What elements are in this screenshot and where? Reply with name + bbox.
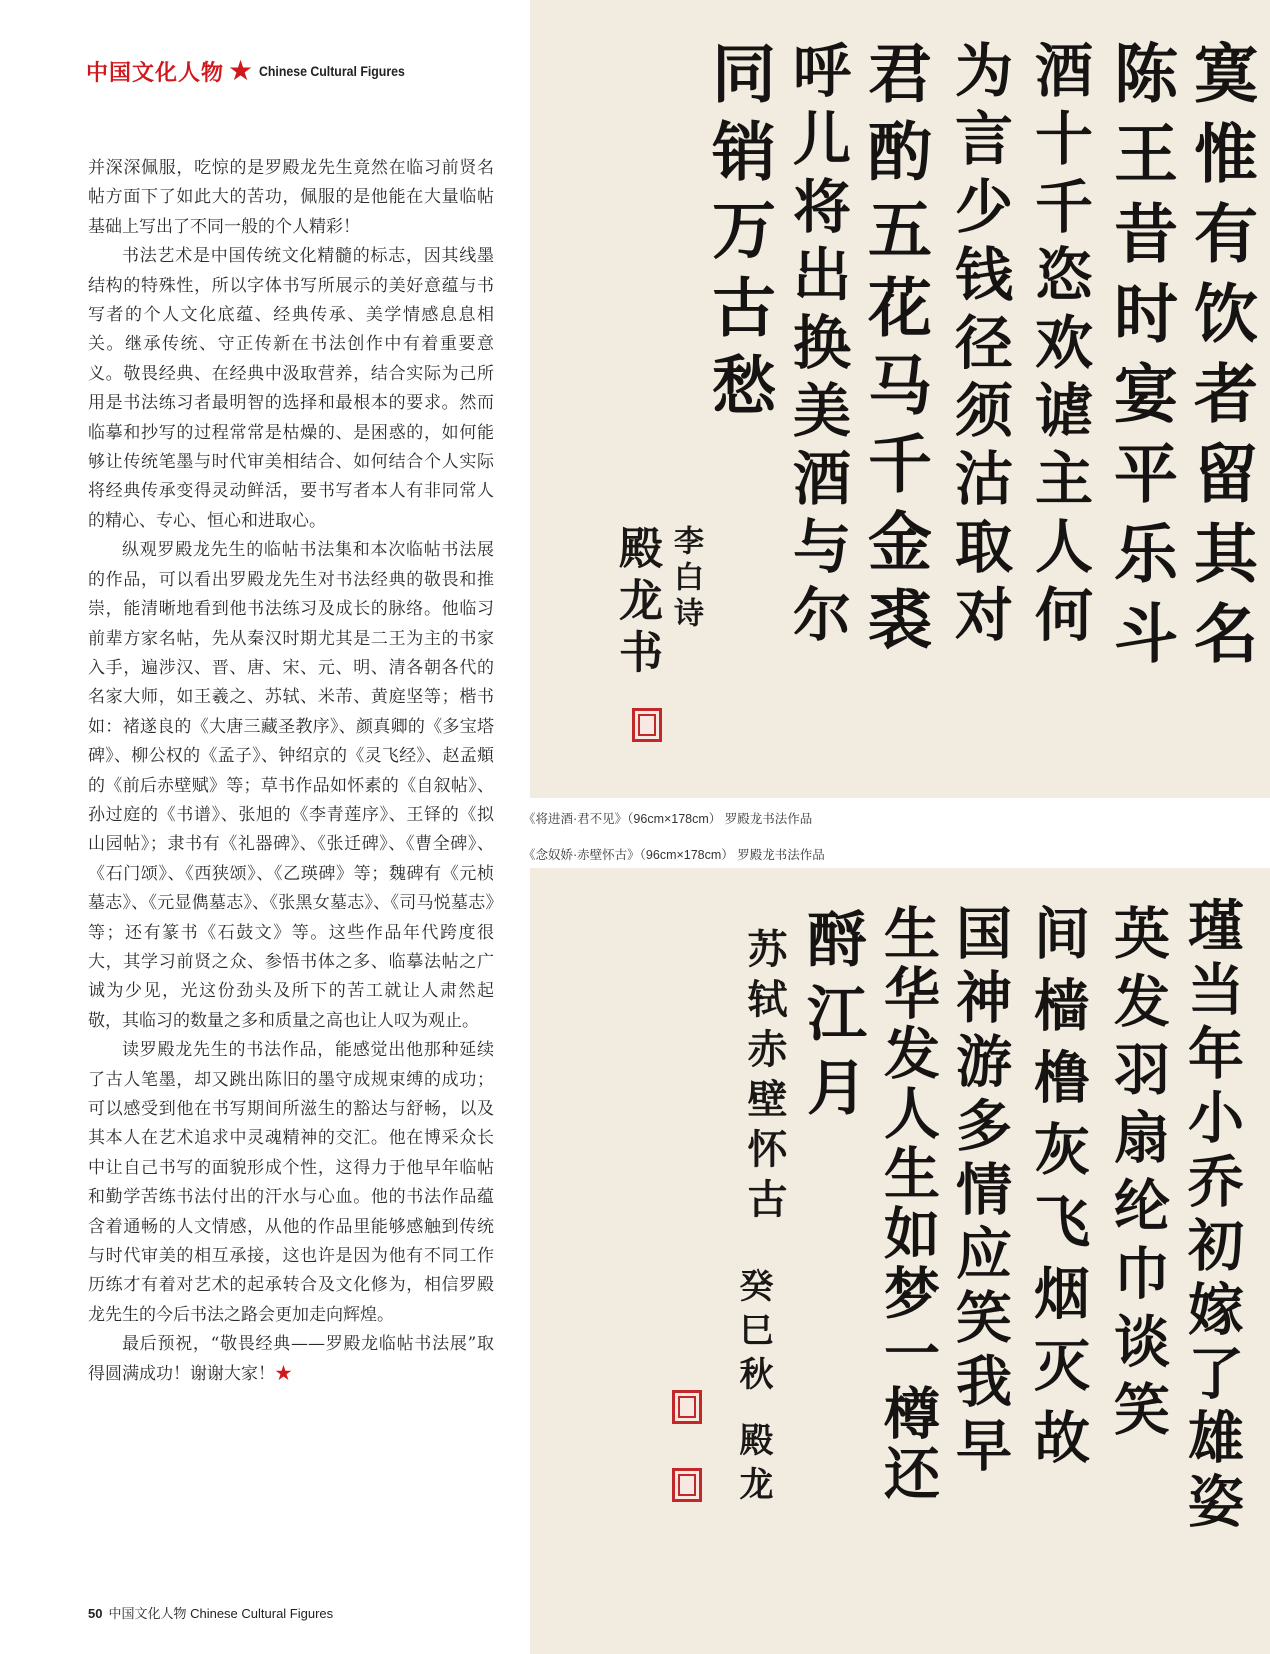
calligraphy-column: 同销万古愁: [701, 40, 776, 430]
article-paragraph: 读罗殿龙先生的书法作品，能感觉出他那种延续了古人笔墨，却又跳出陈旧的墨守成规束缚的成功；可以感受到他在书写期间所滋生的豁达与舒畅，以及其本人在艺术追求中灵魂精神的交汇。他在博采众长中让自己书写的面貌形成个性，这得力于他早年临帖和勤学苦练书法付出的汗水与心血。他的书法作品蕴含着通畅的人文情感，从他的作品里能够感触到传统与时代审美的相互承接，这也许是因为他有不同工作历练才有着对艺术的起承转合及文化修为，相信罗殿龙先生的今后书法之路会更加走向辉煌。: [88, 1040, 494, 1325]
star-icon: ★: [228, 54, 254, 87]
article-body: [88, 154, 494, 1389]
header-title-en: Chinese Cultural Figures: [259, 63, 405, 79]
article-paragraph: 书法艺术是中国传统文化精髓的标志，因其线墨结构的特殊性，所以字体书写所展示的美好意蕴与书写者的个人文化底蕴、经典传承、美学情感息息相关。继承传统、守正传新在书法创作中有着重要意义。敬畏经典、在经典中汲取营养，结合实际为己所用是书法练习者最明智的选择和最根本的要求。然而临摹和抄写的过程常常是枯燥的、是困惑的，如何能够让传统笔墨与时代审美相结合、如何结合个人实际将经典传承变得灵动鲜活，要书写者本人有非同常人的精心、专心、恒心和进取心。: [88, 246, 494, 531]
article-paragraph: [88, 1330, 494, 1389]
article-paragraph: 并深深佩服，吃惊的是罗殿龙先生竟然在临习前贤名帖方面下了如此大的苦功，佩服的是他能在大量临帖基础上写出了不同一般的个人精彩！: [88, 158, 494, 237]
magazine-header: [86, 56, 425, 86]
article-page: [0, 0, 530, 1654]
calligraphy-column: 酒十千恣欢谑主人何: [1025, 40, 1093, 652]
calligraphy-column: 生华发人生如梦一樽还: [875, 904, 941, 1504]
article-paragraph: 纵观罗殿龙先生的临帖书法集和本次临帖书法展的作品，可以看出罗殿龙先生对书法经典的敬畏和推崇，能清晰地看到他书法练习及成长的脉络。他临习前辈方家名帖，先从秦汉时期尤其是二王为主的书家入手，遍涉汉、晋、唐、宋、元、明、清各朝各代的名家大师，如王羲之、苏轼、米芾、黄庭坚等；楷书如：褚遂良的《大唐三藏圣教序》、颜真卿的《多宝塔碑》、柳公权的《孟子》、钟绍京的《灵飞经》、赵孟頫的《前后赤壁赋》等；草书作品如怀素的《自叙帖》、孙过庭的《书谱》、张旭的《李青莲序》、王铎的《拟山园帖》；隶书有《礼器碑》、《张迁碑》、《曹全碑》、《石门颂》、《西狭颂》、《乙瑛碑》等；魏碑有《元桢墓志》、《元显儁墓志》、《张黑女墓志》、《司马悦墓志》等；还有篆书《石鼓文》等。这些作品年代跨度很大，其学习前贤之众、参悟书体之多、临摹法帖之广诚为少见，光这份劲头及所下的苦工就让人肃然起敬，其临习的数量之多和质量之高也让人叹为观止。: [88, 540, 494, 1031]
calligraphy-column: 间樯橹灰飞烟灭故: [1025, 904, 1091, 1480]
calligraphy-signature: 癸巳秋 殿龙: [733, 1268, 773, 1510]
article-closing-text: 最后预祝，“敬畏经典——罗殿龙临帖书法展”取得圆满成功！谢谢大家！: [88, 1334, 494, 1384]
calligraphy-column: 陈王昔时宴平乐斗: [1103, 40, 1178, 680]
header-title-cn: 中国文化人物: [86, 59, 225, 86]
calligraphy-column: 英发羽扇纶巾谈笑: [1105, 904, 1171, 1448]
calligraphy-artwork-2: [530, 868, 1270, 1654]
artwork-caption: 《将进酒·君不见》（96cm×178cm） 罗殿龙书法作品: [523, 812, 813, 826]
artwork-panel: [530, 0, 1270, 1654]
page-footer: [88, 1603, 333, 1622]
red-seal-icon: [672, 1468, 702, 1502]
calligraphy-inscription: 李白诗: [668, 525, 703, 633]
calligraphy-column: 瑾当年小乔初嫁了雄姿: [1179, 896, 1245, 1536]
red-seal-icon: [632, 708, 662, 742]
footer-text: 中国文化人物 Chinese Cultural Figures: [108, 1606, 334, 1621]
red-seal-icon: [672, 1390, 702, 1424]
calligraphy-inscription: 苏轼赤壁怀古: [741, 928, 788, 1228]
calligraphy-column: 酹江月: [797, 908, 867, 1130]
calligraphy-signature: 殿龙书: [611, 525, 662, 681]
calligraphy-artwork-1: [530, 0, 1270, 798]
calligraphy-column: 君酌五花马千金裘: [857, 40, 932, 664]
page-number: 50: [88, 1606, 103, 1621]
calligraphy-column: 呼儿将出换美酒与尔: [783, 40, 851, 652]
calligraphy-column: 国神游多情应笑我早: [947, 904, 1013, 1480]
end-star-icon: ★: [275, 1363, 292, 1384]
artwork-caption: 《念奴娇·赤壁怀古》（96cm×178cm） 罗殿龙书法作品: [523, 848, 825, 862]
calligraphy-column: 为言少钱径须沽取对: [945, 40, 1013, 652]
calligraphy-column: 寞惟有饮者留其名: [1183, 40, 1258, 680]
